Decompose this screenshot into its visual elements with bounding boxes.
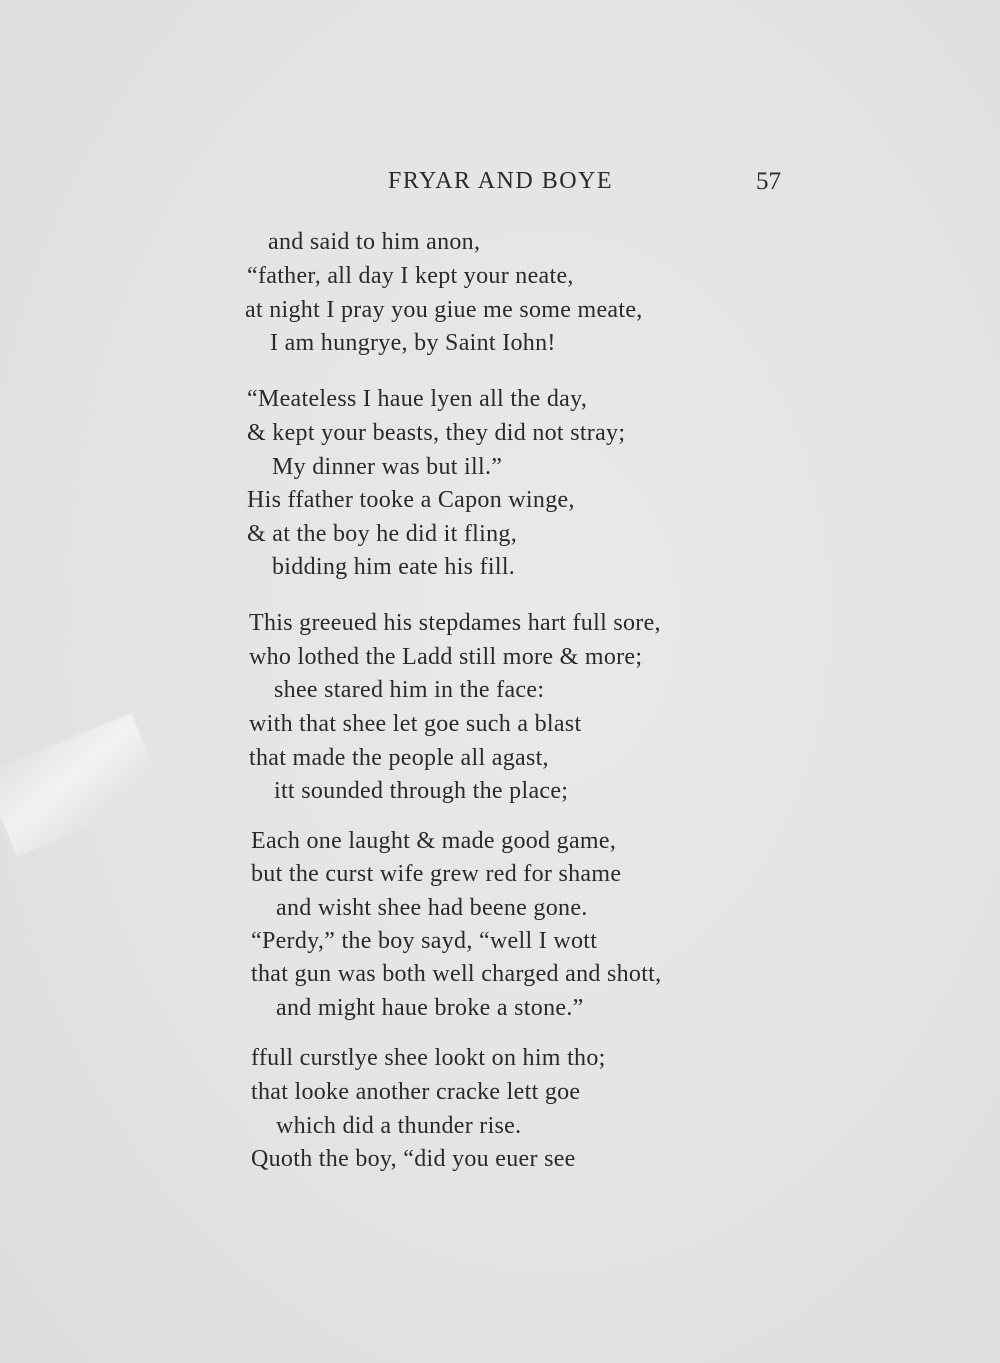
- page-number: 57: [756, 168, 781, 195]
- paper-crease: [0, 713, 165, 856]
- verse-line: bidding him eate his fill.: [272, 554, 516, 580]
- verse-line: Quoth the boy, “did you euer see: [251, 1146, 576, 1172]
- verse-line: with that shee let goe such a blast: [249, 711, 582, 737]
- verse-line: & at the boy he did it fling,: [247, 521, 517, 547]
- verse-line: who lothed the Ladd still more & more;: [249, 644, 643, 670]
- verse-line: “Perdy,” the boy sayd, “well I wott: [251, 928, 598, 954]
- verse-line: that looke another cracke lett goe: [251, 1079, 581, 1105]
- verse-line: that gun was both well charged and shott,: [251, 961, 662, 987]
- verse-line: His ffather tooke a Capon winge,: [247, 487, 575, 513]
- verse-line: I am hungrye, by Saint Iohn!: [270, 330, 556, 356]
- verse-line: at night I pray you giue me some meate,: [245, 297, 643, 323]
- verse-line: but the curst wife grew red for shame: [251, 861, 622, 887]
- verse-line: that made the people all agast,: [249, 745, 549, 771]
- verse-line: & kept your beasts, they did not stray;: [247, 420, 626, 446]
- verse-line: “Meateless I haue lyen all the day,: [247, 386, 588, 412]
- verse-line: ffull curstlye shee lookt on him tho;: [251, 1045, 606, 1071]
- verse-line: shee stared him in the face:: [274, 677, 545, 703]
- verse-line: and wisht shee had beene gone.: [276, 895, 588, 921]
- verse-line: itt sounded through the place;: [274, 778, 569, 804]
- verse-line: and might haue broke a stone.”: [276, 995, 584, 1021]
- running-title: FRYAR AND BOYE: [388, 168, 614, 194]
- verse-line: This greeued his stepdames hart full sore,: [249, 610, 661, 636]
- verse-line: which did a thunder rise.: [276, 1113, 522, 1139]
- verse-line: and said to him anon,: [268, 229, 481, 255]
- verse-line: “father, all day I kept your neate,: [247, 263, 574, 289]
- verse-line: My dinner was but ill.”: [272, 454, 503, 480]
- verse-line: Each one laught & made good game,: [251, 828, 617, 854]
